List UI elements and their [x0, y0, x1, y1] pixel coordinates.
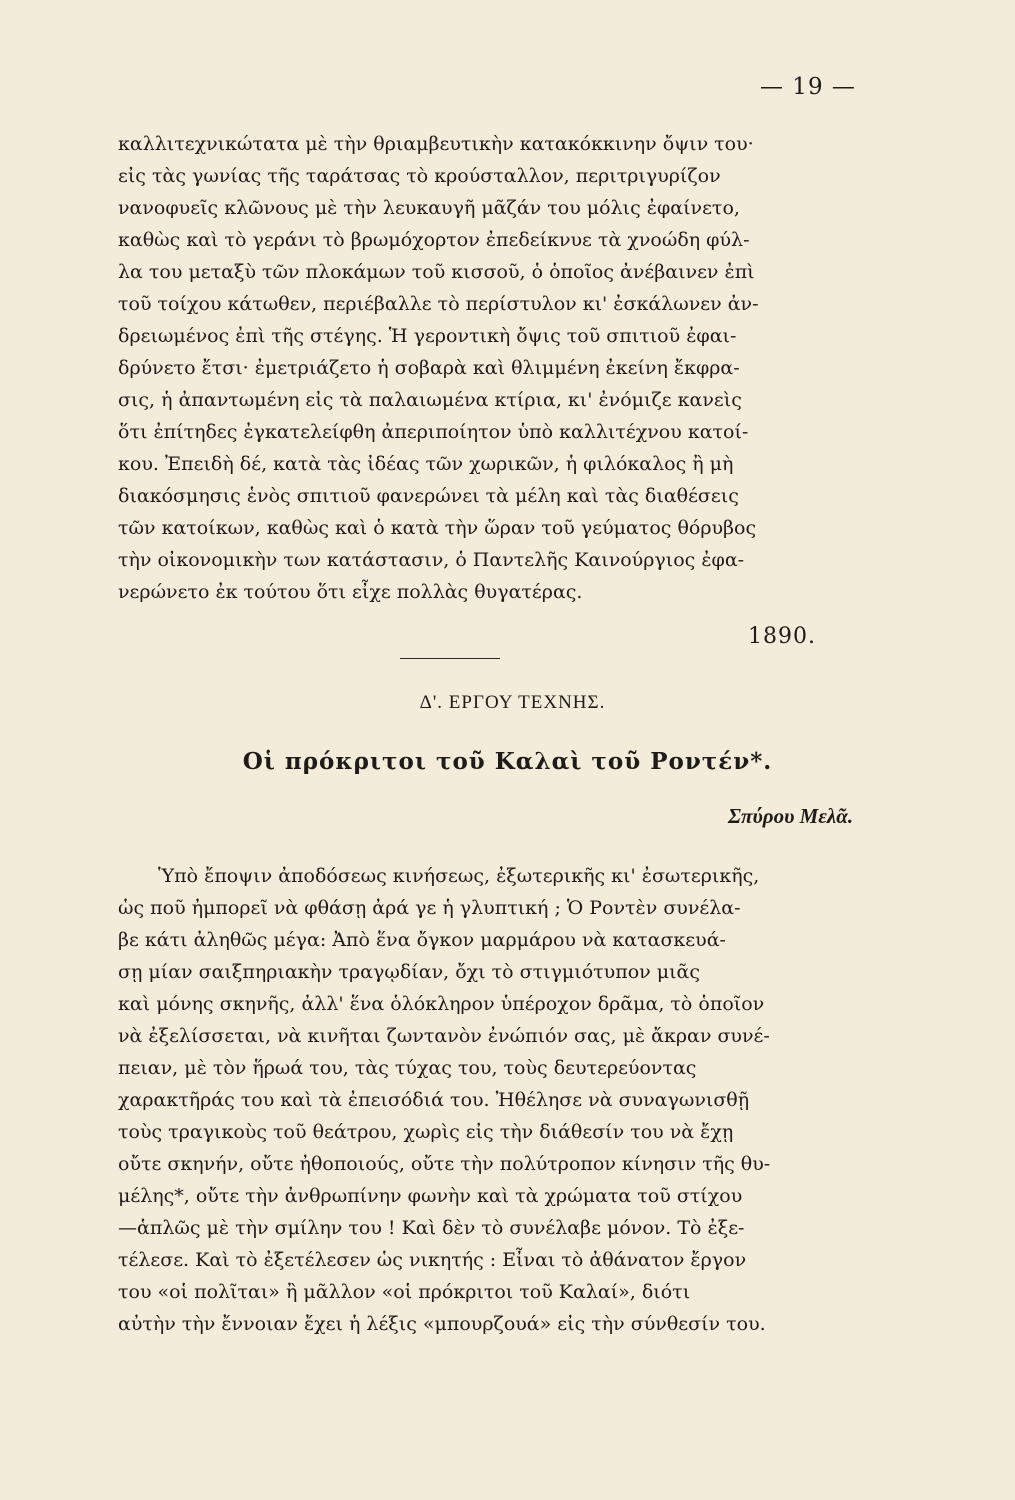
- text-line: τὴν οἰκονομικὴν των κατάστασιν, ὁ Παντελῆς Καινούργιος ἐφα-: [118, 549, 745, 571]
- text-line: ὡς ποῦ ἠμπορεῖ νὰ φθάσῃ ἀρά γε ἡ γλυπτική ; Ὁ Ροντὲν συνέλα-: [118, 897, 741, 919]
- text-line: ὅτι ἐπίτηδες ἐγκατελείφθη ἀπεριποίητον ὑπὸ καλλιτέχνου κατοί-: [118, 421, 749, 443]
- section-heading: Δ'. ΕΡΓΟΥ ΤΕΧΝΗΣ.: [419, 692, 606, 713]
- text-line: εἰς τὰς γωνίας τῆς ταράτσας τὸ κρούσταλλον, περιτριγυρίζον: [118, 165, 721, 187]
- text-line: τοῦ τοίχου κάτωθεν, περιέβαλλε τὸ περίστυλον κι' ἐσκάλωνεν ἀν-: [118, 293, 759, 315]
- text-line: τέλεσε. Καὶ τὸ ἐξετέλεσεν ὡς νικητής : Εἶναι τὸ ἀθάνατον ἔργον: [118, 1249, 747, 1271]
- text-line: νανοφυεῖς κλῶνους μὲ τὴν λευκαυγῆ μᾶζάν του μόλις ἐφαίνετο,: [118, 197, 740, 219]
- text-line: πειαν, μὲ τὸν ἥρωά του, τὰς τύχας του, τοὺς δευτερεύοντας: [118, 1057, 697, 1079]
- text-line: Ὑπὸ ἔποψιν ἀποδόσεως κινήσεως, ἐξωτερικῆς κι' ἐσωτερικῆς,: [158, 865, 760, 887]
- text-line: διακόσμησις ἑνὸς σπιτιοῦ φανερώνει τὰ μέλη καὶ τὰς διαθέσεις: [118, 485, 739, 507]
- text-line: του «οἱ πολῖται» ἢ μᾶλλον «οἱ πρόκριτοι τοῦ Καλαί», διότι: [118, 1281, 691, 1303]
- text-line: αὐτὴν τὴν ἔννοιαν ἔχει ἡ λέξις «μπουρζουά» εἰς τὴν σύνθεσίν του.: [118, 1313, 766, 1335]
- date: 1890.: [748, 624, 816, 649]
- text-line: σις, ἡ ἀπαντωμένη εἰς τὰ παλαιωμένα κτίρια, κι' ἐνόμιζε κανεὶς: [118, 389, 742, 411]
- text-line: τῶν κατοίκων, καθὼς καὶ ὁ κατὰ τὴν ὥραν τοῦ γεύματος θόρυβος: [118, 517, 757, 539]
- text-line: δρειωμένος ἐπὶ τῆς στέγης. Ἡ γεροντικὴ ὄψις τοῦ σπιτιοῦ ἐφαι-: [118, 325, 737, 347]
- author-name: Σπύρου Μελᾶ.: [728, 804, 854, 828]
- paragraph-1: [118, 128, 878, 608]
- paragraph-2: [118, 860, 878, 1340]
- text-line: καὶ μόνης σκηνῆς, ἀλλ' ἕνα ὁλόκληρον ὑπέροχον δρᾶμα, τὸ ὁποῖον: [118, 993, 765, 1015]
- text-line: οὔτε σκηνήν, οὔτε ἠθοποιούς, οὔτε τὴν πολύτροπον κίνησιν τῆς θυ-: [118, 1153, 771, 1175]
- page-number: — 19 —: [760, 74, 856, 100]
- text-line: τοὺς τραγικοὺς τοῦ θεάτρου, χωρὶς εἰς τὴν διάθεσίν του νὰ ἔχῃ: [118, 1121, 734, 1143]
- text-line: καθὼς καὶ τὸ γεράνι τὸ βρωμόχορτον ἐπεδείκνυε τὰ χνοώδη φύλ-: [118, 229, 750, 251]
- text-line: βε κάτι ἀληθῶς μέγα: Ἀπὸ ἕνα ὄγκον μαρμάρου νὰ κατασκευά-: [118, 929, 726, 951]
- text-line: νὰ ἐξελίσσεται, νὰ κινῆται ζωντανὸν ἐνώπιόν σας, μὲ ἄκραν συνέ-: [118, 1025, 770, 1047]
- text-line: —ἁπλῶς μὲ τὴν σμίλην του ! Καὶ δὲν τὸ συνέλαβε μόνον. Τὸ ἐξε-: [118, 1217, 745, 1239]
- text-line: μέλης*, οὔτε τὴν ἀνθρωπίνην φωνὴν καὶ τὰ χρώματα τοῦ στίχου: [118, 1185, 743, 1207]
- divider: [400, 658, 500, 659]
- text-line: λα του μεταξὺ τῶν πλοκάμων τοῦ κισσοῦ, ὁ ὁποῖος ἀνέβαινεν ἐπὶ: [118, 261, 755, 283]
- text-line: σῃ μίαν σαιξπηριακὴν τραγῳδίαν, ὄχι τὸ στιγμιότυπον μιᾶς: [118, 961, 701, 983]
- text-line: δρύνετο ἔτσι· ἐμετριάζετο ἡ σοβαρὰ καὶ θλιμμένη ἐκείνη ἔκφρα-: [118, 357, 740, 379]
- article-title: Οἱ πρόκριτοι τοῦ Καλαὶ τοῦ Ροντέν*.: [242, 748, 773, 775]
- text-line: νερώνετο ἐκ τούτου ὅτι εἶχε πολλὰς θυγατέρας.: [118, 581, 583, 603]
- text-line: κου. Ἐπειδὴ δέ, κατὰ τὰς ἰδέας τῶν χωρικῶν, ἡ φιλόκαλος ἢ μὴ: [118, 453, 734, 475]
- text-line: χαρακτῆράς του καὶ τὰ ἐπεισόδιά του. Ἠθέλησε νὰ συναγωνισθῇ: [118, 1089, 750, 1111]
- text-line: καλλιτεχνικώτατα μὲ τὴν θριαμβευτικὴν κατακόκκινην ὄψιν του·: [118, 133, 754, 155]
